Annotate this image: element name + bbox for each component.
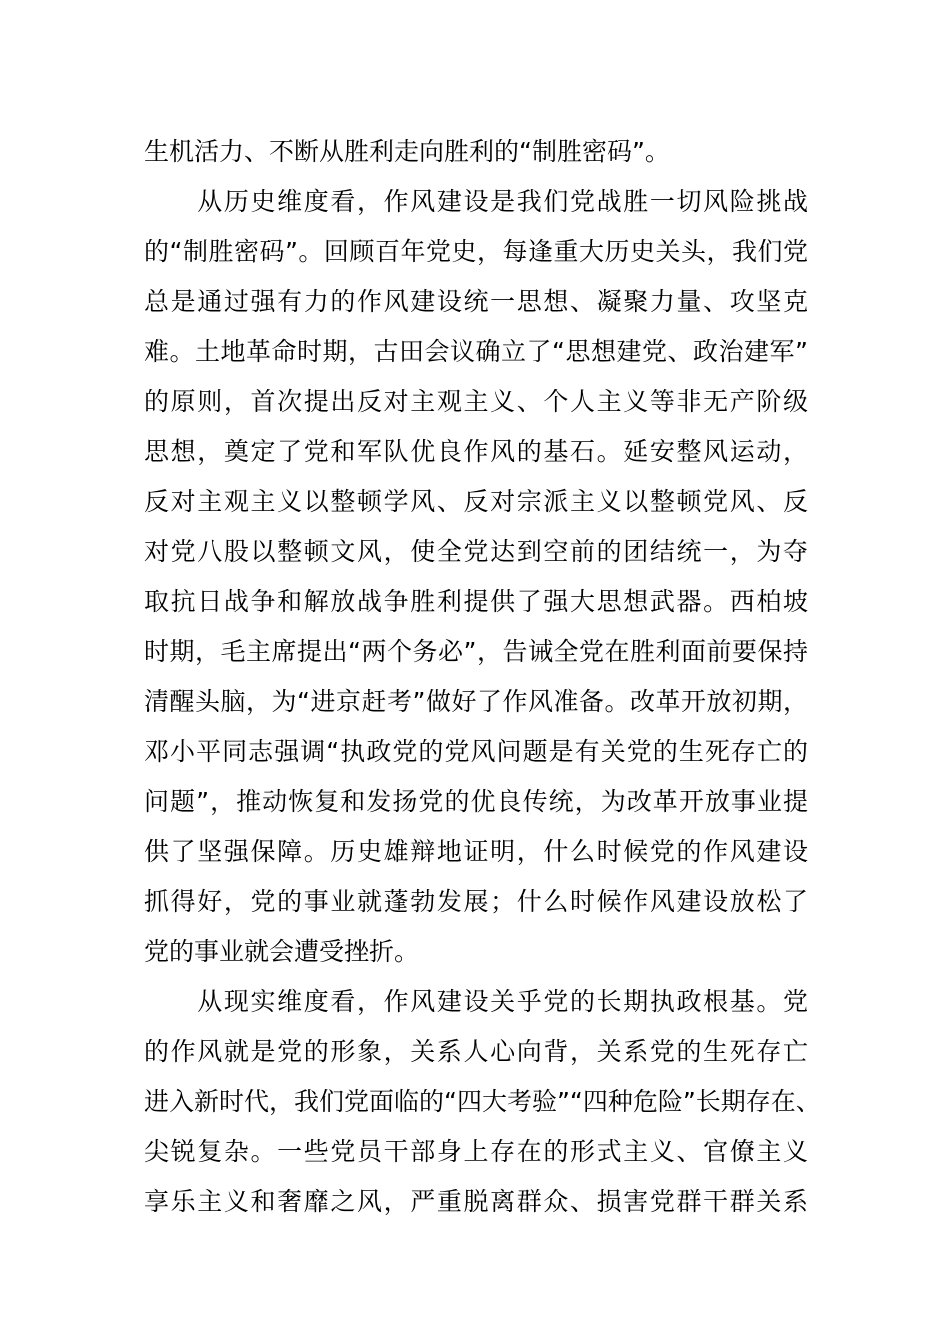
text-line: 的作风就是党的形象，关系人心向背，关系党的生死存亡 bbox=[144, 1037, 808, 1066]
text-line: 反对主观主义以整顿学风、反对宗派主义以整顿党风、反 bbox=[144, 487, 808, 516]
text-line: 时期，毛主席提出“两个务必”，告诫全党在胜利面前要保持 bbox=[144, 637, 808, 666]
text-line: 生机活力、不断从胜利走向胜利的“制胜密码”。 bbox=[144, 137, 670, 166]
text-line: 供了坚强保障。历史雄辩地证明，什么时候党的作风建设 bbox=[144, 837, 808, 866]
text-line: 从现实维度看，作风建设关乎党的长期执政根基。党 bbox=[144, 987, 808, 1016]
text-line: 的“制胜密码”。回顾百年党史，每逢重大历史关头，我们党 bbox=[144, 237, 808, 266]
text-line: 取抗日战争和解放战争胜利提供了强大思想武器。西柏坡 bbox=[144, 587, 808, 616]
text-line: 抓得好，党的事业就蓬勃发展；什么时候作风建设放松了 bbox=[144, 887, 808, 916]
text-line: 问题”，推动恢复和发扬党的优良传统，为改革开放事业提 bbox=[144, 787, 808, 816]
text-line: 对党八股以整顿文风，使全党达到空前的团结统一，为夺 bbox=[144, 537, 808, 566]
text-line: 党的事业就会遭受挫折。 bbox=[144, 937, 420, 966]
text-line: 进入新时代，我们党面临的“四大考验”“四种危险”长期存在、 bbox=[144, 1087, 821, 1116]
text-line: 难。土地革命时期，古田会议确立了“思想建党、政治建军” bbox=[144, 337, 808, 366]
text-line: 清醒头脑，为“进京赶考”做好了作风准备。改革开放初期， bbox=[144, 687, 808, 716]
text-line: 总是通过强有力的作风建设统一思想、凝聚力量、攻坚克 bbox=[144, 287, 808, 316]
text-line: 的原则，首次提出反对主观主义、个人主义等非无产阶级 bbox=[144, 387, 808, 416]
body-text bbox=[144, 127, 821, 1227]
text-line: 从历史维度看，作风建设是我们党战胜一切风险挑战 bbox=[144, 187, 808, 216]
text-line: 享乐主义和奢靡之风，严重脱离群众、损害党群干群关系 bbox=[144, 1187, 808, 1216]
text-line: 思想，奠定了党和军队优良作风的基石。延安整风运动， bbox=[144, 437, 808, 466]
text-line: 尖锐复杂。一些党员干部身上存在的形式主义、官僚主义 bbox=[144, 1137, 808, 1166]
text-line: 邓小平同志强调“执政党的党风问题是有关党的生死存亡的 bbox=[144, 737, 808, 766]
